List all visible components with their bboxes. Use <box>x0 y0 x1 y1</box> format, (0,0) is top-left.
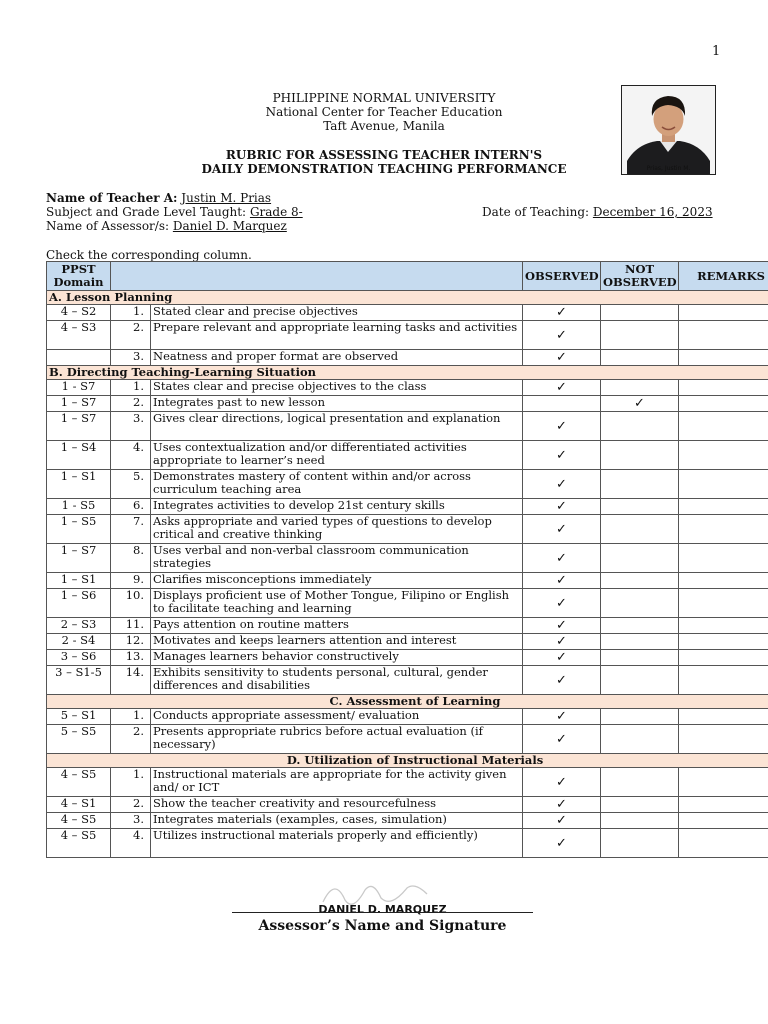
remarks-cell <box>679 470 768 499</box>
domain-cell: 1 – S7 <box>47 544 111 573</box>
date-value: December 16, 2023 <box>592 205 713 219</box>
observed-cell <box>523 470 601 499</box>
teacher-name-line <box>46 191 271 205</box>
domain-cell <box>47 350 111 366</box>
item-number: 2. <box>111 725 151 754</box>
rubric-body <box>47 291 768 858</box>
not-observed-cell <box>601 412 679 441</box>
observed-cell <box>523 634 601 650</box>
item-number: 7. <box>111 515 151 544</box>
criterion-text: Demonstrates mastery of content within and/or across curriculum teaching area <box>151 470 523 499</box>
table-row <box>47 380 768 396</box>
signature-line <box>232 912 533 913</box>
criterion-text: Integrates past to new lesson <box>151 396 523 412</box>
domain-cell: 1 - S7 <box>47 380 111 396</box>
observed-cell <box>523 350 601 366</box>
check-mark-icon: ✓ <box>556 447 567 463</box>
check-mark-icon: ✓ <box>556 350 567 365</box>
photo-caption: Prias, Justin M. <box>646 165 691 172</box>
observed-cell <box>523 829 601 858</box>
table-row <box>47 634 768 650</box>
check-mark-icon: ✓ <box>556 305 567 320</box>
remarks-cell <box>679 499 768 515</box>
criterion-text: Manages learners behavior constructively <box>151 650 523 666</box>
observed-cell <box>523 321 601 350</box>
observed-cell <box>523 380 601 396</box>
check-mark-icon: ✓ <box>556 618 567 633</box>
criterion-text: Show the teacher creativity and resourcefulness <box>151 797 523 813</box>
check-mark-icon: ✓ <box>556 380 567 395</box>
remarks-cell <box>679 396 768 412</box>
not-observed-cell <box>601 634 679 650</box>
item-number: 14. <box>111 666 151 695</box>
item-number: 4. <box>111 441 151 470</box>
criterion-text: Motivates and keeps learners attention and interest <box>151 634 523 650</box>
item-number: 10. <box>111 589 151 618</box>
observed-cell <box>523 797 601 813</box>
remarks-cell <box>679 709 768 725</box>
not-observed-cell <box>601 725 679 754</box>
check-mark-icon: ✓ <box>556 731 567 747</box>
check-mark-icon: ✓ <box>556 813 567 828</box>
remarks-cell <box>679 441 768 470</box>
observed-cell <box>523 441 601 470</box>
observed-cell <box>523 709 601 725</box>
not-observed-cell <box>601 544 679 573</box>
criterion-text: Conducts appropriate assessment/ evaluation <box>151 709 523 725</box>
domain-cell: 5 – S5 <box>47 725 111 754</box>
teacher-value: Justin M. Prias <box>181 191 272 205</box>
item-number: 2. <box>111 797 151 813</box>
item-number: 6. <box>111 499 151 515</box>
item-number: 2. <box>111 396 151 412</box>
section-row <box>47 695 768 709</box>
table-row <box>47 515 768 544</box>
header-domain <box>47 262 111 291</box>
table-row <box>47 589 768 618</box>
remarks-cell <box>679 650 768 666</box>
criterion-text: Displays proficient use of Mother Tongue, Filipino or English to facilitate teaching and learning <box>151 589 523 618</box>
date-label: Date of Teaching: <box>482 205 590 219</box>
section-row <box>47 754 768 768</box>
observed-cell <box>523 305 601 321</box>
domain-cell: 2 – S3 <box>47 618 111 634</box>
table-row <box>47 813 768 829</box>
table-row <box>47 499 768 515</box>
domain-cell: 4 – S1 <box>47 797 111 813</box>
check-mark-icon: ✓ <box>556 550 567 566</box>
criterion-text: Instructional materials are appropriate for the activity given and/ or ICT <box>151 768 523 797</box>
not-observed-cell <box>601 350 679 366</box>
header-remarks: REMARKS <box>679 262 768 291</box>
observed-cell <box>523 666 601 695</box>
check-mark-icon: ✓ <box>634 396 645 411</box>
table-row <box>47 321 768 350</box>
not-observed-cell <box>601 829 679 858</box>
item-number: 11. <box>111 618 151 634</box>
section-row <box>47 291 768 305</box>
criterion-text: Stated clear and precise objectives <box>151 305 523 321</box>
not-observed-cell <box>601 321 679 350</box>
check-mark-icon: ✓ <box>556 672 567 688</box>
section-title: A. Lesson Planning <box>47 291 768 305</box>
domain-cell: 4 – S5 <box>47 768 111 797</box>
check-mark-icon: ✓ <box>556 797 567 812</box>
header-not-observed-line2: OBSERVED <box>603 275 677 289</box>
item-number: 2. <box>111 321 151 350</box>
observed-cell <box>523 573 601 589</box>
item-number: 1. <box>111 768 151 797</box>
section-title: D. Utilization of Instructional Materials <box>47 754 768 768</box>
check-mark-icon: ✓ <box>556 418 567 434</box>
assessor-signature-name: DANIEL D. MARQUEZ <box>318 903 447 916</box>
remarks-cell <box>679 305 768 321</box>
remarks-cell <box>679 589 768 618</box>
not-observed-cell <box>601 813 679 829</box>
item-number: 3. <box>111 412 151 441</box>
criterion-text: Asks appropriate and varied types of questions to develop critical and creative thinking <box>151 515 523 544</box>
remarks-cell <box>679 768 768 797</box>
remarks-cell <box>679 829 768 858</box>
not-observed-cell <box>601 666 679 695</box>
observed-cell <box>523 412 601 441</box>
header-not-observed-line1: NOT <box>624 262 655 276</box>
observed-cell <box>523 589 601 618</box>
domain-cell: 1 - S5 <box>47 499 111 515</box>
criterion-text: Clarifies misconceptions immediately <box>151 573 523 589</box>
domain-cell: 1 – S1 <box>47 573 111 589</box>
item-number: 12. <box>111 634 151 650</box>
domain-cell: 1 – S5 <box>47 515 111 544</box>
header-observed: OBSERVED <box>523 262 601 291</box>
assessor-value: Daniel D. Marquez <box>172 219 287 233</box>
domain-cell: 1 – S1 <box>47 470 111 499</box>
center-name: National Center for Teacher Education <box>265 105 503 119</box>
signature-label: Assessor’s Name and Signature <box>258 918 507 934</box>
observed-cell <box>523 725 601 754</box>
table-row <box>47 305 768 321</box>
section-title: C. Assessment of Learning <box>47 695 768 709</box>
not-observed-cell <box>601 441 679 470</box>
remarks-cell <box>679 412 768 441</box>
check-mark-icon: ✓ <box>556 499 567 514</box>
domain-cell: 1 – S4 <box>47 441 111 470</box>
page-number: 1 <box>712 44 721 59</box>
table-row <box>47 829 768 858</box>
remarks-cell <box>679 666 768 695</box>
not-observed-cell <box>601 305 679 321</box>
observed-cell <box>523 499 601 515</box>
remarks-cell <box>679 634 768 650</box>
item-number: 3. <box>111 813 151 829</box>
domain-cell: 4 – S5 <box>47 813 111 829</box>
criterion-text: Exhibits sensitivity to students personal, cultural, gender differences and disabilities <box>151 666 523 695</box>
domain-cell: 3 – S1-5 <box>47 666 111 695</box>
table-row <box>47 709 768 725</box>
not-observed-cell <box>601 515 679 544</box>
not-observed-cell <box>601 470 679 499</box>
not-observed-cell <box>601 650 679 666</box>
observed-cell <box>523 396 601 412</box>
criterion-text: Neatness and proper format are observed <box>151 350 523 366</box>
remarks-cell <box>679 573 768 589</box>
assessor-line <box>46 219 287 233</box>
domain-cell: 4 – S3 <box>47 321 111 350</box>
date-line <box>482 205 713 219</box>
criterion-text: Prepare relevant and appropriate learning tasks and activities <box>151 321 523 350</box>
check-mark-icon: ✓ <box>556 709 567 724</box>
table-row <box>47 412 768 441</box>
remarks-cell <box>679 725 768 754</box>
not-observed-cell <box>601 768 679 797</box>
check-mark-icon: ✓ <box>556 774 567 790</box>
table-row <box>47 618 768 634</box>
domain-cell: 4 – S5 <box>47 829 111 858</box>
intern-photo <box>621 85 716 175</box>
not-observed-cell <box>601 573 679 589</box>
university-name: PHILIPPINE NORMAL UNIVERSITY <box>272 91 496 105</box>
header-criteria <box>111 262 523 291</box>
table-row <box>47 797 768 813</box>
criterion-text: Uses verbal and non-verbal classroom communication strategies <box>151 544 523 573</box>
check-mark-icon: ✓ <box>556 634 567 649</box>
table-row <box>47 396 768 412</box>
domain-cell: 1 – S7 <box>47 412 111 441</box>
portrait-image <box>622 86 715 174</box>
not-observed-cell <box>601 396 679 412</box>
subject-value: Grade 8- <box>249 205 303 219</box>
subject-line <box>46 205 303 219</box>
subject-label: Subject and Grade Level Taught: <box>46 205 247 219</box>
domain-cell: 4 – S2 <box>47 305 111 321</box>
item-number: 1. <box>111 709 151 725</box>
item-number: 13. <box>111 650 151 666</box>
table-row <box>47 650 768 666</box>
item-number: 5. <box>111 470 151 499</box>
rubric-table <box>46 261 768 858</box>
criterion-text: Pays attention on routine matters <box>151 618 523 634</box>
criterion-text: Presents appropriate rubrics before actual evaluation (if necessary) <box>151 725 523 754</box>
table-row <box>47 544 768 573</box>
table-row <box>47 725 768 754</box>
domain-cell: 5 – S1 <box>47 709 111 725</box>
check-mark-icon: ✓ <box>556 835 567 851</box>
table-row <box>47 470 768 499</box>
section-row <box>47 366 768 380</box>
observed-cell <box>523 768 601 797</box>
remarks-cell <box>679 813 768 829</box>
header-not-observed <box>601 262 679 291</box>
teacher-label: Name of Teacher A: <box>46 191 178 205</box>
criterion-text: Gives clear directions, logical presentation and explanation <box>151 412 523 441</box>
remarks-cell <box>679 797 768 813</box>
check-mark-icon: ✓ <box>556 521 567 537</box>
not-observed-cell <box>601 709 679 725</box>
observed-cell <box>523 618 601 634</box>
domain-cell: 1 – S7 <box>47 396 111 412</box>
item-number: 9. <box>111 573 151 589</box>
instruction: Check the corresponding column. <box>46 248 252 262</box>
remarks-cell <box>679 515 768 544</box>
remarks-cell <box>679 350 768 366</box>
item-number: 3. <box>111 350 151 366</box>
check-mark-icon: ✓ <box>556 327 567 343</box>
observed-cell <box>523 813 601 829</box>
not-observed-cell <box>601 589 679 618</box>
observed-cell <box>523 544 601 573</box>
criterion-text: Uses contextualization and/or differentiated activities appropriate to learner’s need <box>151 441 523 470</box>
rubric-title-line1: RUBRIC FOR ASSESSING TEACHER INTERN'S <box>225 148 543 162</box>
table-row <box>47 350 768 366</box>
criterion-text: Integrates activities to develop 21st century skills <box>151 499 523 515</box>
item-number: 4. <box>111 829 151 858</box>
check-mark-icon: ✓ <box>556 476 567 492</box>
domain-cell: 1 – S6 <box>47 589 111 618</box>
remarks-cell <box>679 618 768 634</box>
not-observed-cell <box>601 797 679 813</box>
criterion-text: Integrates materials (examples, cases, simulation) <box>151 813 523 829</box>
header-domain-line2: Domain <box>53 275 104 289</box>
check-mark-icon: ✓ <box>556 650 567 665</box>
rubric-title-line2: DAILY DEMONSTRATION TEACHING PERFORMANCE <box>201 162 567 176</box>
criterion-text: States clear and precise objectives to the class <box>151 380 523 396</box>
not-observed-cell <box>601 499 679 515</box>
remarks-cell <box>679 380 768 396</box>
item-number: 1. <box>111 380 151 396</box>
table-row <box>47 666 768 695</box>
check-mark-icon: ✓ <box>556 573 567 588</box>
check-mark-icon: ✓ <box>556 595 567 611</box>
table-row <box>47 441 768 470</box>
observed-cell <box>523 515 601 544</box>
table-row <box>47 573 768 589</box>
remarks-cell <box>679 321 768 350</box>
domain-cell: 3 – S6 <box>47 650 111 666</box>
section-title: B. Directing Teaching-Learning Situation <box>47 366 768 380</box>
remarks-cell <box>679 544 768 573</box>
observed-cell <box>523 650 601 666</box>
not-observed-cell <box>601 618 679 634</box>
table-header-row <box>47 262 768 291</box>
header-domain-line1: PPST <box>61 262 96 276</box>
table-row <box>47 768 768 797</box>
domain-cell: 2 - S4 <box>47 634 111 650</box>
not-observed-cell <box>601 380 679 396</box>
item-number: 8. <box>111 544 151 573</box>
criterion-text: Utilizes instructional materials properly and efficiently) <box>151 829 523 858</box>
item-number: 1. <box>111 305 151 321</box>
assessor-label: Name of Assessor/s: <box>46 219 170 233</box>
address: Taft Avenue, Manila <box>323 119 445 133</box>
